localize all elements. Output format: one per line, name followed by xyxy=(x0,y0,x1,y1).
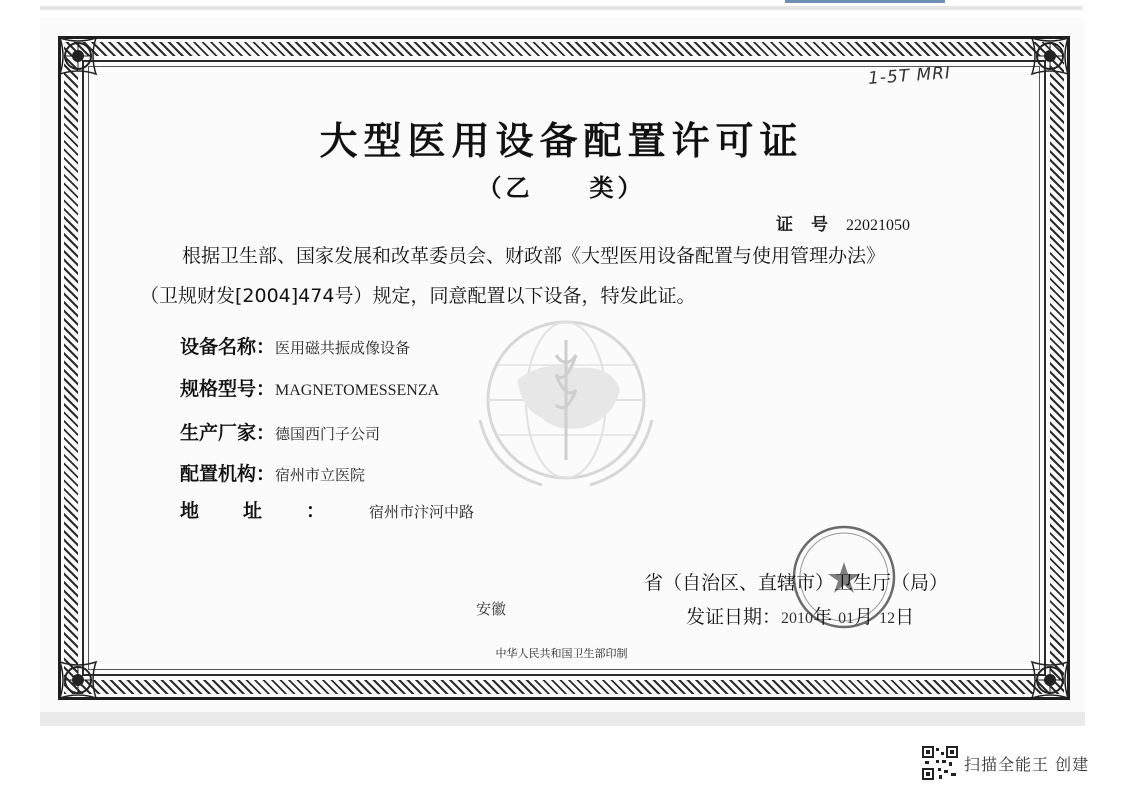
field-value: 医用磁共振成像设备 xyxy=(275,339,411,357)
issue-year-unit: 年 xyxy=(813,606,833,628)
field-model xyxy=(180,374,439,401)
issue-day-unit: 日 xyxy=(895,606,915,628)
issue-date-label: 发证日期： xyxy=(686,606,782,628)
issue-day: 12 xyxy=(879,610,896,627)
field-manufacturer xyxy=(180,418,380,445)
field-label: 地址： xyxy=(180,500,370,522)
field-label: 生产厂家： xyxy=(180,422,276,444)
certificate-subtitle: （乙 类） xyxy=(477,174,646,202)
certificate-number-value: 22021050 xyxy=(846,217,910,234)
corner-ornament-icon xyxy=(56,34,114,92)
body-line-2: （卫规财发[2004]474号）规定，同意配置以下设备，特发此证。 xyxy=(140,285,696,307)
field-value: 宿州市立医院 xyxy=(275,466,366,484)
qr-code-icon xyxy=(922,746,958,780)
field-label: 规格型号： xyxy=(180,378,276,400)
scanner-watermark xyxy=(922,746,1089,780)
field-label: 配置机构： xyxy=(180,463,276,485)
globe-emblem-icon xyxy=(462,310,670,490)
corner-ornament-icon xyxy=(1014,34,1072,92)
certificate-number-label: 证号 xyxy=(776,215,846,235)
issue-month-unit: 月 xyxy=(854,606,874,628)
issuing-province: 安徽 xyxy=(476,600,507,618)
issue-date xyxy=(686,602,914,629)
scan-blue-strip xyxy=(785,0,945,3)
field-value: 德国西门子公司 xyxy=(275,425,381,443)
field-label: 设备名称： xyxy=(180,336,276,358)
field-value: MAGNETOMESSENZA xyxy=(275,382,440,399)
field-value: 宿州市汴河中路 xyxy=(369,503,475,521)
handwritten-note: 1-5T MRI xyxy=(867,63,952,89)
certificate-number xyxy=(776,210,910,235)
field-institution xyxy=(180,459,365,486)
issuing-authority: 省（自治区、直辖市）卫生厅（局） xyxy=(644,572,949,594)
scan-edge-line xyxy=(40,6,1083,10)
paper-shadow xyxy=(40,712,1085,726)
issue-month: 01 xyxy=(838,610,855,627)
printer-line: 中华人民共和国卫生部印制 xyxy=(495,647,628,660)
certificate-title: 大型医用设备配置许可证 xyxy=(319,119,804,163)
field-address xyxy=(180,496,474,523)
field-equipment-name xyxy=(180,332,410,359)
scanner-watermark-text: 扫描全能王 创建 xyxy=(964,754,1090,774)
issue-year: 2010 xyxy=(781,610,814,627)
body-line-1: 根据卫生部、国家发展和改革委员会、财政部《大型医用设备配置与使用管理办法》 xyxy=(182,245,886,267)
